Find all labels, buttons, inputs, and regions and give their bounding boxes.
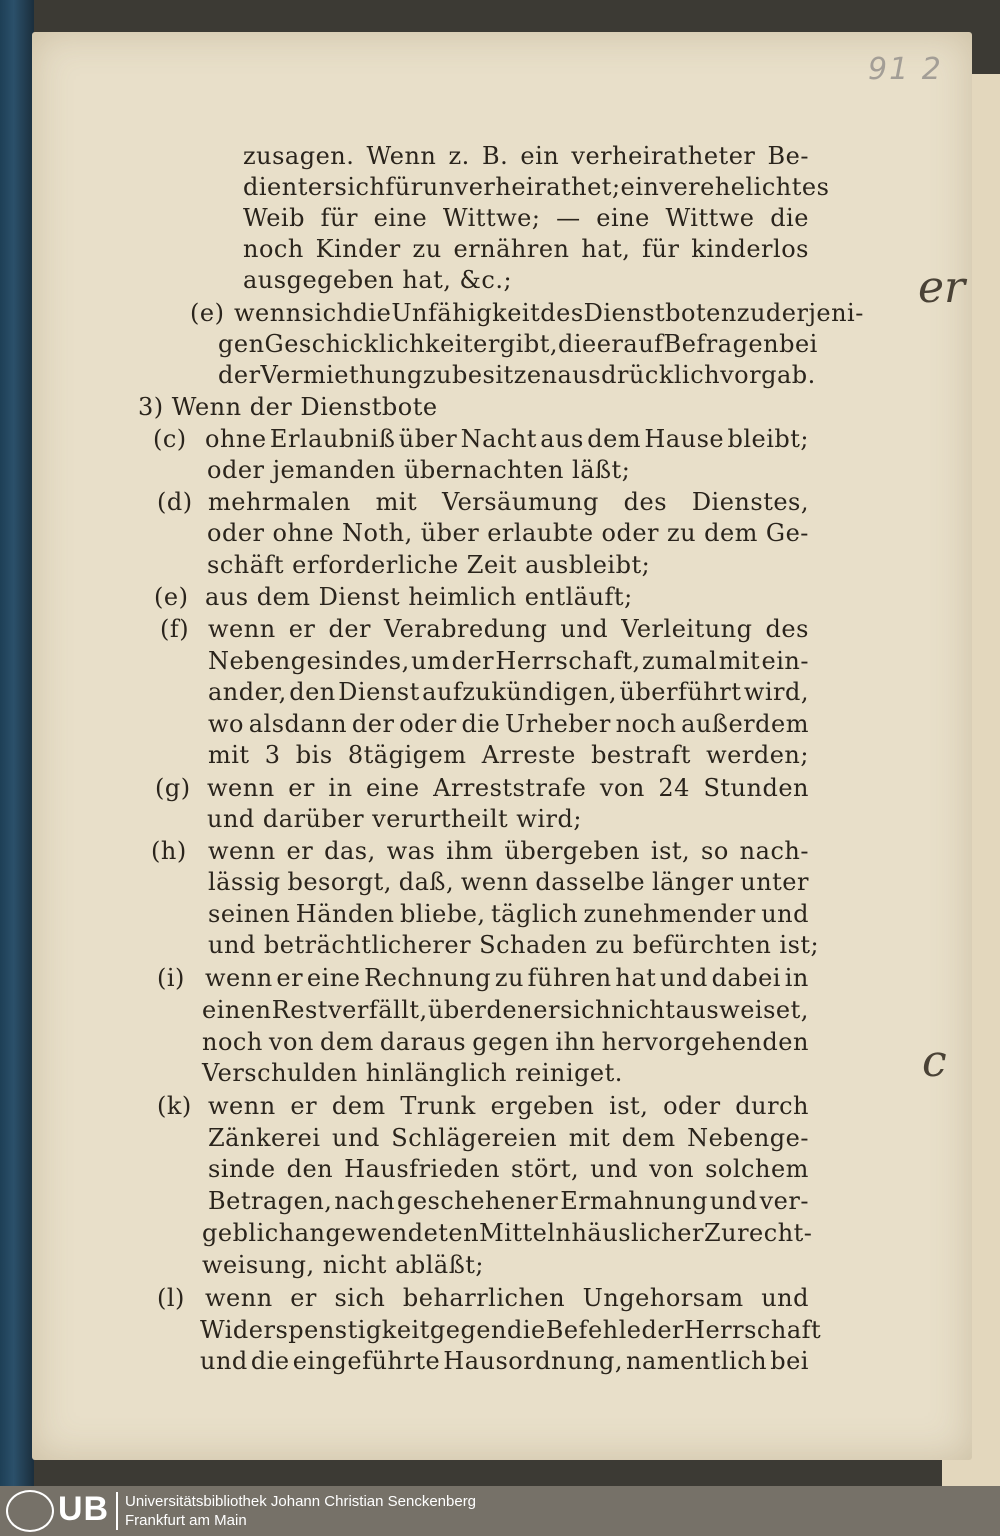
item-marker: (g) bbox=[155, 774, 191, 802]
item-marker: (c) bbox=[153, 425, 187, 453]
footer-bar bbox=[0, 1486, 1000, 1536]
text-line: ohne Erlaubniß über Nacht aus dem Hause bleibt; bbox=[205, 425, 809, 453]
text-line: gen Geschicklichkeit ergibt, die er auf Befragen bei bbox=[218, 330, 818, 358]
library-logo: UB bbox=[58, 1490, 110, 1528]
text-line: und die eingeführte Hausordnung, namentlich bei bbox=[200, 1347, 809, 1375]
item-marker: (k) bbox=[157, 1092, 192, 1120]
text-line: dienter sich für unverheirathet; ein verehelichtes bbox=[243, 173, 830, 201]
text-line: 3) Wenn der Dienstbote bbox=[138, 393, 438, 421]
text-line: sinde den Hausfrieden stört, und von solchem bbox=[208, 1155, 809, 1183]
text-line: lässig besorgt, daß, wenn dasselbe länger unter bbox=[208, 868, 809, 896]
item-marker: (i) bbox=[157, 964, 185, 992]
item-marker: (e) bbox=[154, 583, 189, 611]
text-line: wenn sich die Unfähigkeit des Dienstboten zu derjeni- bbox=[234, 299, 864, 327]
text-line: Zänkerei und Schlägereien mit dem Nebenge- bbox=[208, 1124, 809, 1152]
text-line: Nebengesindes, um der Herrschaft, zumal mit ein- bbox=[208, 647, 809, 675]
text-line: Weib für eine Wittwe; — eine Wittwe die bbox=[243, 204, 809, 232]
text-line: wenn er der Verabredung und Verleitung des bbox=[208, 615, 809, 643]
text-line: Verschulden hinlänglich reiniget. bbox=[202, 1059, 623, 1087]
text-line: und darüber verurtheilt wird; bbox=[207, 805, 582, 833]
text-line: wenn er das, was ihm übergeben ist, so nach- bbox=[208, 837, 809, 865]
text-line: weisung, nicht abläßt; bbox=[202, 1251, 484, 1279]
text-line: oder ohne Noth, über erlaubte oder zu dem Ge- bbox=[207, 519, 809, 547]
text-line: oder jemanden übernachten läßt; bbox=[207, 456, 631, 484]
text-line: der Vermiethung zu besitzen ausdrücklich vorgab. bbox=[218, 361, 816, 389]
text-line: ander, den Dienst aufzukündigen, überführt wird, bbox=[208, 678, 809, 706]
text-line: wenn er sich beharrlichen Ungehorsam und bbox=[205, 1284, 809, 1312]
margin-note: c bbox=[922, 1036, 947, 1087]
text-line: ausgegeben hat, &c.; bbox=[243, 266, 513, 294]
text-line: mehrmalen mit Versäumung des Dienstes, bbox=[208, 488, 809, 516]
item-marker: (l) bbox=[157, 1284, 185, 1312]
library-name: Universitätsbibliothek Johann Christian Senckenberg bbox=[125, 1493, 477, 1510]
text-line: wenn er eine Rechnung zu führen hat und dabei in bbox=[205, 964, 809, 992]
text-line: seinen Händen bliebe, täglich zunehmender und bbox=[208, 900, 809, 928]
text-line: schäft erforderliche Zeit ausbleibt; bbox=[207, 551, 651, 579]
item-marker: (f) bbox=[160, 615, 190, 643]
shelfmark: 91 2 bbox=[868, 52, 943, 87]
library-city: Frankfurt am Main bbox=[125, 1512, 247, 1529]
logo-divider bbox=[116, 1492, 118, 1530]
margin-note: er bbox=[918, 262, 966, 313]
text-line: wenn er in eine Arreststrafe von 24 Stunden bbox=[207, 774, 809, 802]
item-marker: (e) bbox=[190, 299, 225, 327]
text-line: einen Rest verfällt, über den er sich nicht ausweiset, bbox=[202, 996, 809, 1024]
text-line: noch Kinder zu ernähren hat, für kinderlos bbox=[243, 235, 809, 263]
text-line: Widerspenstigkeit gegen die Befehle der Herrschaft bbox=[200, 1316, 822, 1344]
text-line: geblich angewendeten Mitteln häuslicher Zurecht- bbox=[202, 1219, 813, 1247]
item-marker: (d) bbox=[157, 488, 193, 516]
library-seal-icon bbox=[6, 1490, 54, 1532]
text-line: zusagen. Wenn z. B. ein verheiratheter Be- bbox=[243, 142, 809, 170]
text-line: und beträchtlicherer Schaden zu befürchten ist; bbox=[208, 931, 820, 959]
item-marker: (h) bbox=[151, 837, 187, 865]
text-line: aus dem Dienst heimlich entläuft; bbox=[205, 583, 633, 611]
text-line: wo alsdann der oder die Urheber noch außerdem bbox=[208, 710, 809, 738]
text-line: wenn er dem Trunk ergeben ist, oder durch bbox=[208, 1092, 809, 1120]
text-line: mit 3 bis 8tägigem Arreste bestraft werden; bbox=[208, 741, 809, 769]
text-line: noch von dem daraus gegen ihn hervorgehenden bbox=[202, 1028, 809, 1056]
text-line: Betragen, nach geschehener Ermahnung und ver- bbox=[208, 1187, 809, 1215]
